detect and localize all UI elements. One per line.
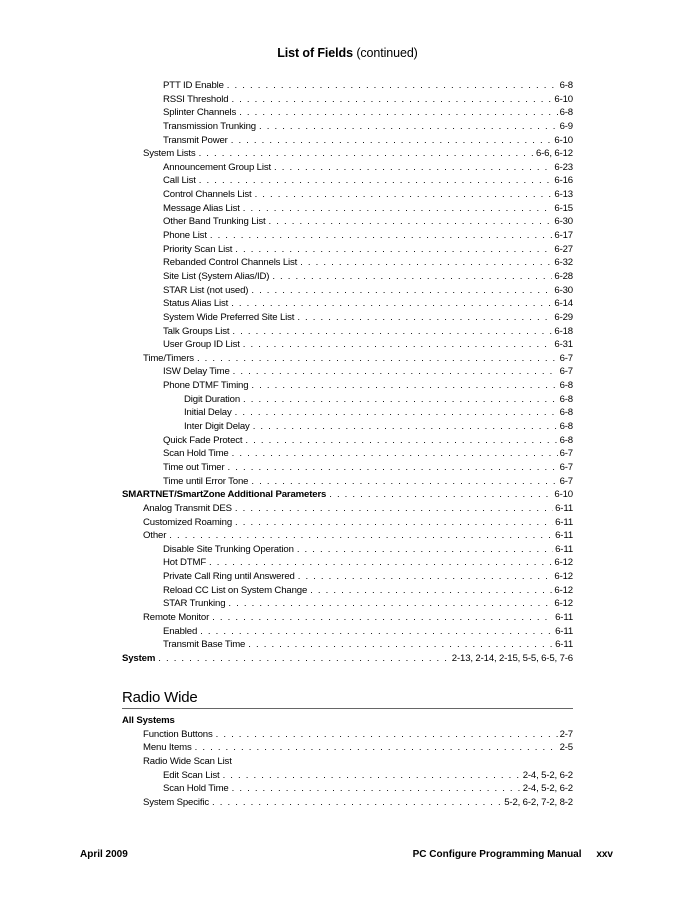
toc-dot-leader <box>199 174 553 188</box>
toc-entry-label: Time out Timer <box>163 461 225 473</box>
toc-dot-leader <box>200 625 553 639</box>
toc-entry-page: 6-9 <box>559 120 573 132</box>
toc-entry-label: Control Channels List <box>163 189 252 201</box>
toc-dot-leader <box>199 147 534 161</box>
toc-entry-label: Other <box>143 530 167 542</box>
toc-entry-label: Site List (System Alias/ID) <box>163 270 270 282</box>
toc-entry[interactable] <box>163 447 573 461</box>
toc-entry-label: Digit Duration <box>184 393 241 405</box>
toc-entry-label: STAR List (not used) <box>163 284 249 296</box>
toc-entry-label: Rebanded Control Channels List <box>163 257 298 269</box>
toc-dot-leader <box>158 652 450 666</box>
toc-entry[interactable] <box>163 134 573 148</box>
footer-manual-title: PC Configure Programming Manual <box>412 849 582 860</box>
toc-entry[interactable] <box>163 161 573 175</box>
toc-dot-leader <box>195 741 558 755</box>
toc-entry[interactable] <box>163 93 573 107</box>
toc-entry[interactable] <box>143 529 573 543</box>
toc-entry[interactable] <box>122 488 573 502</box>
toc-entry-label: Enabled <box>163 625 198 637</box>
toc-dot-leader <box>310 584 552 598</box>
toc-entry-page: 6-8 <box>559 80 573 91</box>
toc-entry[interactable] <box>163 243 573 257</box>
toc-dot-leader <box>227 79 558 93</box>
toc-dot-leader <box>243 393 558 407</box>
toc-entry[interactable] <box>143 611 573 625</box>
toc-entry[interactable] <box>122 714 573 728</box>
toc-dot-leader <box>233 365 558 379</box>
toc-entry-page: 2-13, 2-14, 2-15, 5-5, 6-5, 7-6 <box>451 652 573 664</box>
toc-entry-page: 6-11 <box>555 516 573 528</box>
toc-entry-page: 6-29 <box>554 311 573 323</box>
toc-entry[interactable] <box>163 325 573 339</box>
toc-dot-leader <box>228 461 558 475</box>
toc-entry-label: Customized Roaming <box>143 516 233 528</box>
toc-dot-leader <box>169 529 553 543</box>
toc-entry-page: 2-4, 5-2, 6-2 <box>522 783 573 795</box>
toc-entry[interactable] <box>163 461 573 475</box>
toc-entry[interactable] <box>163 174 573 188</box>
toc-entry[interactable] <box>163 215 573 229</box>
toc-entry-page: 6-10 <box>554 489 573 501</box>
toc-dot-leader <box>239 106 557 120</box>
toc-entry-page: 6-8 <box>559 393 573 405</box>
toc-entry-label: Transmit Base Time <box>163 639 246 651</box>
toc-entry-label: Disable Site Trunking Operation <box>163 543 294 555</box>
toc-entry[interactable] <box>163 202 573 216</box>
toc-entry-label: RSSI Threshold <box>163 93 229 105</box>
toc-entry-page: 6-27 <box>554 243 573 255</box>
toc-dot-leader <box>269 215 553 229</box>
toc-entry[interactable] <box>143 502 573 516</box>
toc-entry[interactable] <box>163 769 573 783</box>
toc-entry[interactable] <box>163 284 573 298</box>
toc-list <box>0 79 695 666</box>
toc-entry[interactable] <box>184 406 573 420</box>
toc-entry-label: Remote Monitor <box>143 611 210 623</box>
toc-entry-page: 5-2, 6-2, 7-2, 8-2 <box>504 796 573 808</box>
toc-entry-label: Inter Digit Delay <box>184 421 250 433</box>
toc-entry-label: Time until Error Tone <box>163 475 249 487</box>
toc-entry-page: 6-10 <box>554 93 573 105</box>
footer-page-number: xxv <box>596 849 613 860</box>
toc-dot-leader <box>251 379 557 393</box>
toc-dot-leader <box>297 543 553 557</box>
toc-entry[interactable] <box>163 365 573 379</box>
toc-entry-label: Announcement Group List <box>163 161 272 173</box>
toc-list-radio-wide <box>0 714 695 809</box>
section-heading-radio-wide: Radio Wide <box>122 689 573 709</box>
toc-dot-leader <box>251 475 557 489</box>
page-title-subtitle: (continued) <box>356 46 418 60</box>
toc-entry-label: Phone DTMF Timing <box>163 380 249 392</box>
toc-dot-leader <box>197 352 558 366</box>
toc-entry-page: 6-7 <box>559 448 573 460</box>
toc-entry-label: PTT ID Enable <box>163 80 224 91</box>
toc-entry-label: Function Buttons <box>143 728 213 740</box>
toc-dot-leader <box>232 782 521 796</box>
toc-dot-leader <box>235 502 553 516</box>
toc-entry[interactable] <box>163 79 573 93</box>
toc-entry-page: 6-28 <box>554 270 573 282</box>
toc-entry[interactable] <box>163 379 573 393</box>
toc-entry-label: Other Band Trunking List <box>163 216 266 228</box>
toc-entry-page: 6-11 <box>555 543 573 555</box>
toc-entry[interactable] <box>163 475 573 489</box>
toc-dot-leader <box>272 270 552 284</box>
toc-dot-leader <box>210 229 553 243</box>
toc-entry-label: System Lists <box>143 148 196 160</box>
toc-dot-leader <box>329 488 552 502</box>
toc-entry-page: 6-32 <box>554 257 573 269</box>
toc-dot-leader <box>212 796 502 810</box>
toc-entry[interactable] <box>143 728 573 742</box>
toc-entry-page: 6-18 <box>554 325 573 337</box>
toc-entry-page: 6-8 <box>559 421 573 433</box>
toc-dot-leader <box>231 297 552 311</box>
toc-entry-page: 6-30 <box>554 284 573 296</box>
toc-entry[interactable] <box>163 120 573 134</box>
toc-entry[interactable] <box>163 556 573 570</box>
toc-entry-page: 6-11 <box>555 611 573 623</box>
toc-entry-page: 6-13 <box>554 189 573 201</box>
toc-entry-page: 6-12 <box>554 557 573 569</box>
page-title-text: List of Fields <box>277 46 353 60</box>
toc-entry[interactable] <box>163 311 573 325</box>
toc-dot-leader <box>248 638 553 652</box>
toc-entry-label: SMARTNET/SmartZone Additional Parameters <box>122 489 327 501</box>
toc-entry[interactable] <box>163 338 573 352</box>
toc-entry-page: 6-7 <box>559 461 573 473</box>
page-title <box>0 46 695 60</box>
toc-entry-page: 6-8 <box>559 434 573 446</box>
toc-entry-page: 2-4, 5-2, 6-2 <box>522 769 573 781</box>
toc-entry[interactable] <box>163 543 573 557</box>
toc-entry-page: 6-8 <box>559 380 573 392</box>
toc-entry-page: 6-16 <box>554 175 573 187</box>
toc-dot-leader <box>235 406 558 420</box>
toc-entry-page: 6-30 <box>554 216 573 228</box>
toc-entry-label: System Specific <box>143 796 209 808</box>
toc-entry-page: 6-11 <box>555 502 573 514</box>
toc-entry-label: System Wide Preferred Site List <box>163 311 295 323</box>
toc-entry-label: Private Call Ring until Answered <box>163 571 295 583</box>
toc-dot-leader <box>243 338 553 352</box>
toc-entry-page: 6-12 <box>554 598 573 610</box>
toc-entry[interactable] <box>163 782 573 796</box>
toc-entry-page: 6-23 <box>554 161 573 173</box>
toc-entry-page: 2-7 <box>559 728 573 740</box>
toc-entry-page: 6-14 <box>554 298 573 310</box>
toc-dot-leader <box>300 256 552 270</box>
toc-dot-leader <box>259 120 558 134</box>
toc-entry-label: Talk Groups List <box>163 325 230 337</box>
toc-entry[interactable] <box>122 652 573 666</box>
toc-entry-label: Splinter Channels <box>163 107 237 119</box>
toc-entry[interactable] <box>163 256 573 270</box>
toc-entry-label: Scan Hold Time <box>163 783 229 795</box>
toc-entry[interactable] <box>163 638 573 652</box>
toc-entry[interactable] <box>163 297 573 311</box>
toc-entry[interactable] <box>184 393 573 407</box>
toc-entry-label: Priority Scan List <box>163 243 233 255</box>
toc-dot-leader <box>251 284 552 298</box>
toc-dot-leader <box>231 134 553 148</box>
footer-date: April 2009 <box>80 849 128 860</box>
toc-dot-leader <box>231 93 552 107</box>
toc-entry-label: Menu Items <box>143 742 192 754</box>
toc-dot-leader <box>223 769 521 783</box>
toc-entry-label: Message Alias List <box>163 202 240 214</box>
toc-entry-label: Scan Hold Time <box>163 448 229 460</box>
toc-entry[interactable] <box>163 570 573 584</box>
toc-entry[interactable] <box>143 352 573 366</box>
toc-entry-page: 6-31 <box>554 339 573 351</box>
toc-dot-leader <box>232 447 558 461</box>
toc-entry-label: User Group ID List <box>163 339 240 351</box>
toc-dot-leader <box>298 570 553 584</box>
toc-entry-label: ISW Delay Time <box>163 366 230 378</box>
toc-dot-leader <box>235 243 552 257</box>
toc-entry-page: 6-7 <box>559 352 573 364</box>
toc-dot-leader <box>235 516 553 530</box>
toc-entry[interactable] <box>163 597 573 611</box>
toc-entry-page: 2-5 <box>559 742 573 754</box>
toc-entry-page: 6-8 <box>559 107 573 119</box>
toc-entry-label: Transmit Power <box>163 134 228 146</box>
toc-entry-page: 6-6, 6-12 <box>535 148 573 160</box>
toc-dot-leader <box>232 325 552 339</box>
toc-entry[interactable] <box>163 584 573 598</box>
toc-entry[interactable] <box>163 106 573 120</box>
toc-entry-label: Radio Wide Scan List <box>143 755 232 767</box>
toc-entry[interactable] <box>163 270 573 284</box>
toc-entry-label: Status Alias List <box>163 298 229 310</box>
toc-entry-label: Initial Delay <box>184 407 232 419</box>
toc-entry-page: 6-15 <box>554 202 573 214</box>
toc-entry[interactable] <box>143 147 573 161</box>
toc-entry-page: 6-7 <box>559 475 573 487</box>
toc-dot-leader <box>297 311 552 325</box>
toc-entry-label: Analog Transmit DES <box>143 502 232 514</box>
toc-entry-page: 6-11 <box>555 625 573 637</box>
toc-entry[interactable] <box>184 420 573 434</box>
toc-entry-page: 6-11 <box>555 639 573 651</box>
toc-entry[interactable] <box>143 516 573 530</box>
toc-entry-label: Quick Fade Protect <box>163 434 243 446</box>
toc-entry-page: 6-7 <box>559 366 573 378</box>
toc-entry-page: 6-10 <box>554 134 573 146</box>
toc-entry-label: Call List <box>163 175 196 187</box>
toc-entry-label: Time/Timers <box>143 352 194 364</box>
toc-dot-leader <box>216 728 558 742</box>
toc-entry[interactable] <box>163 625 573 639</box>
toc-dot-leader <box>245 434 557 448</box>
toc-entry-label: Transmission Trunking <box>163 120 256 132</box>
toc-entry-label: Phone List <box>163 230 207 242</box>
toc-entry-label: Hot DTMF <box>163 557 207 569</box>
toc-entry[interactable] <box>143 796 573 810</box>
toc-entry[interactable] <box>163 188 573 202</box>
toc-dot-leader <box>209 556 552 570</box>
toc-dot-leader <box>212 611 553 625</box>
toc-entry-page: 6-17 <box>554 230 573 242</box>
toc-entry-label: All Systems <box>122 715 175 726</box>
toc-entry-label: Edit Scan List <box>163 769 220 781</box>
toc-entry-page: 6-12 <box>554 584 573 596</box>
toc-dot-leader <box>255 188 553 202</box>
toc-entry-label: Reload CC List on System Change <box>163 584 308 596</box>
toc-entry-label: System <box>122 652 156 664</box>
toc-entry[interactable] <box>163 229 573 243</box>
footer-right <box>0 849 613 860</box>
toc-entry-page: 6-11 <box>555 530 573 542</box>
toc-dot-leader <box>253 420 558 434</box>
toc-dot-leader <box>243 202 553 216</box>
toc-entry[interactable] <box>143 741 573 755</box>
toc-entry-page: 6-8 <box>559 407 573 419</box>
toc-dot-leader <box>228 597 552 611</box>
toc-entry[interactable] <box>143 755 573 769</box>
toc-entry-page: 6-12 <box>554 571 573 583</box>
toc-entry[interactable] <box>163 434 573 448</box>
toc-entry-label: STAR Trunking <box>163 598 226 610</box>
toc-dot-leader <box>274 161 552 175</box>
